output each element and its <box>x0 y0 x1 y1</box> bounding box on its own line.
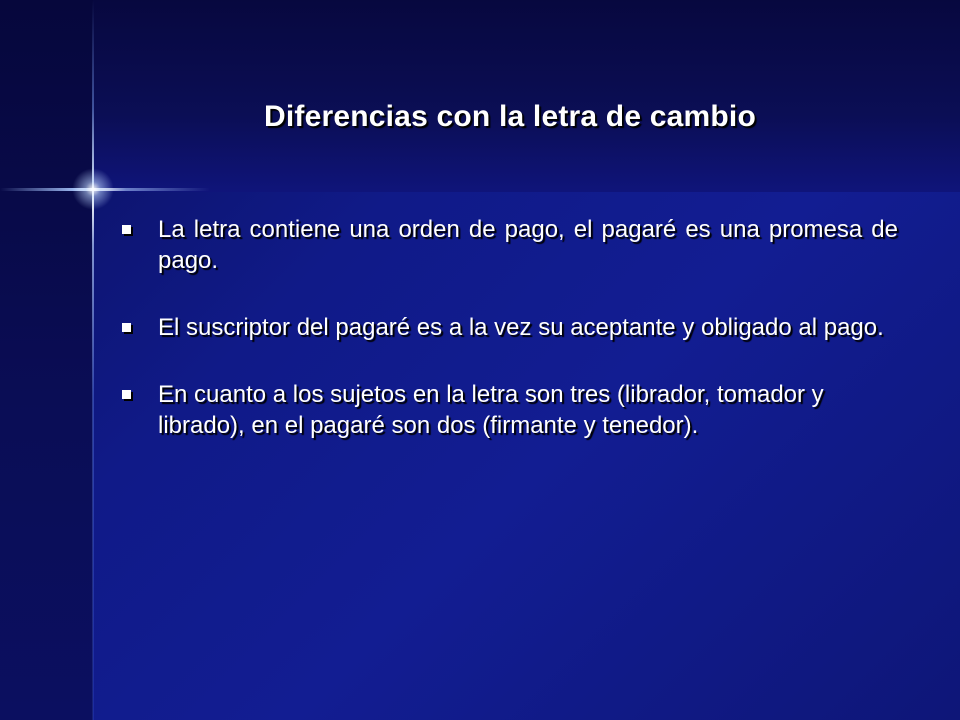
bullet-list <box>118 214 898 477</box>
bullet-text: En cuanto a los sujetos en la letra son tres (librador, tomador y librado), en el pagaré son dos (firmante y tenedor). <box>158 381 824 439</box>
bullet-item <box>118 379 898 441</box>
top-background-band <box>0 0 960 192</box>
bullet-text: El suscriptor del pagaré es a la vez su aceptante y obligado al pago. <box>158 314 884 341</box>
slide-title: Diferencias con la letra de cambio <box>264 100 756 133</box>
square-bullet-icon <box>122 225 131 234</box>
left-background-band <box>0 0 93 720</box>
bullet-item <box>118 214 898 276</box>
sparkle-vertical-line <box>92 0 94 720</box>
square-bullet-icon <box>122 323 131 332</box>
bullet-text: La letra contiene una orden de pago, el pagaré es una promesa de pago. <box>158 216 898 274</box>
sparkle-glow-icon <box>72 168 114 210</box>
square-bullet-icon <box>122 390 131 399</box>
bullet-item <box>118 312 898 343</box>
